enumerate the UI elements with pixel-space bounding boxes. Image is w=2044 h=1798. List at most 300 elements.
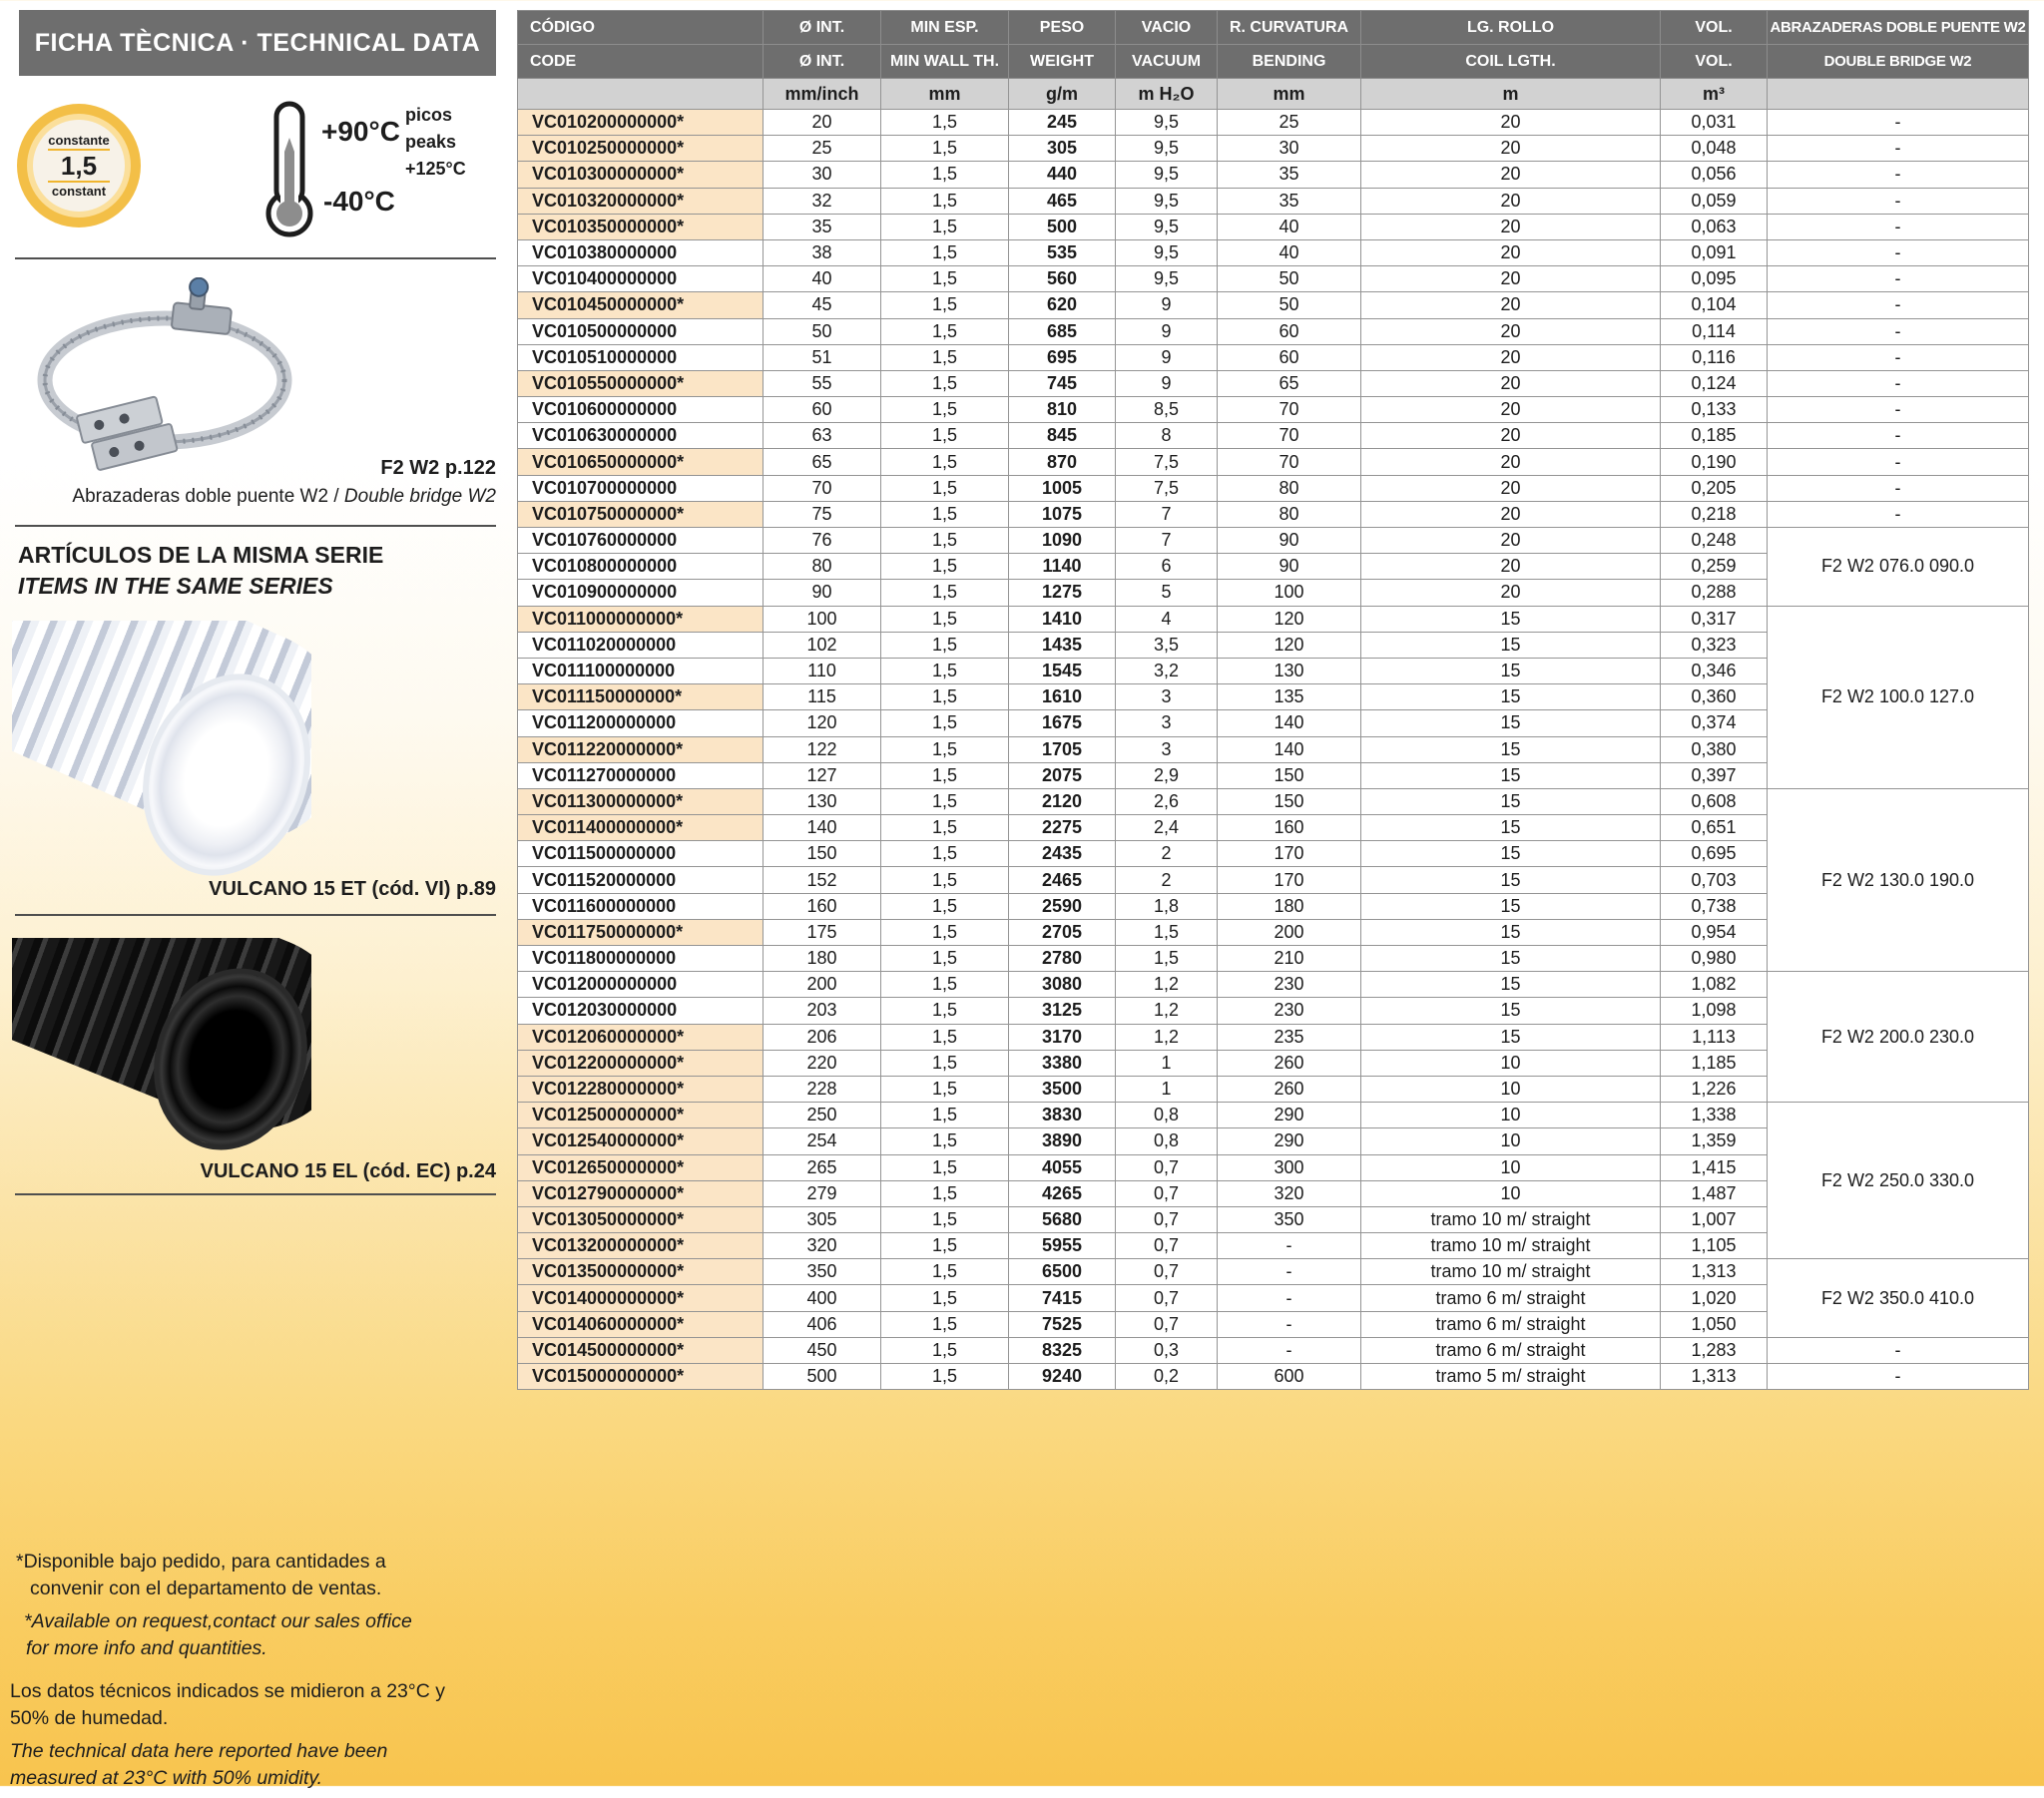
cell-weight: 465 xyxy=(1009,188,1116,214)
cell-code: VC010350000000* xyxy=(518,214,764,239)
cell-vacuum: 9 xyxy=(1116,292,1218,318)
column-unit: mm xyxy=(881,79,1009,110)
cell-code: VC010300000000* xyxy=(518,162,764,188)
cell-weight: 305 xyxy=(1009,136,1116,162)
cell-weight: 1545 xyxy=(1009,658,1116,683)
cell-diameter: 220 xyxy=(764,1050,881,1076)
cell-weight: 3830 xyxy=(1009,1103,1116,1128)
cell-wall-thickness: 1,5 xyxy=(881,475,1009,501)
cell-wall-thickness: 1,5 xyxy=(881,580,1009,606)
cell-weight: 1140 xyxy=(1009,554,1116,580)
cell-diameter: 80 xyxy=(764,554,881,580)
column-header-en: COIL LGTH. xyxy=(1361,45,1661,79)
cell-coil-length: 10 xyxy=(1361,1154,1661,1180)
cell-weight: 560 xyxy=(1009,266,1116,292)
cell-code: VC010750000000* xyxy=(518,501,764,527)
cell-diameter: 45 xyxy=(764,292,881,318)
cell-diameter: 152 xyxy=(764,867,881,893)
column-header-es: VOL. xyxy=(1661,11,1768,45)
cell-diameter: 279 xyxy=(764,1180,881,1206)
table-row xyxy=(518,475,2029,501)
cell-volume: 0,031 xyxy=(1661,110,1768,136)
cell-weight: 245 xyxy=(1009,110,1116,136)
cell-vacuum: 8,5 xyxy=(1116,397,1218,423)
page-title: FICHA TÈCNICA · TECHNICAL DATA xyxy=(19,10,496,76)
column-unit: m H₂O xyxy=(1116,79,1218,110)
cell-diameter: 32 xyxy=(764,188,881,214)
cell-weight: 9240 xyxy=(1009,1364,1116,1390)
table-row xyxy=(518,1103,2029,1128)
cell-coil-length: 20 xyxy=(1361,266,1661,292)
cell-bridge-clamp: - xyxy=(1768,266,2029,292)
cell-wall-thickness: 1,5 xyxy=(881,370,1009,396)
column-header-en: BENDING xyxy=(1218,45,1361,79)
cell-bending: 200 xyxy=(1218,919,1361,945)
cell-code: VC010900000000 xyxy=(518,580,764,606)
cell-code: VC013500000000* xyxy=(518,1259,764,1285)
cell-coil-length: tramo 10 m/ straight xyxy=(1361,1259,1661,1285)
cell-bending: 40 xyxy=(1218,214,1361,239)
cell-diameter: 200 xyxy=(764,972,881,998)
table-row xyxy=(518,1337,2029,1363)
cell-coil-length: 15 xyxy=(1361,762,1661,788)
cell-volume: 0,218 xyxy=(1661,501,1768,527)
column-header-en: VOL. xyxy=(1661,45,1768,79)
cell-bending: 290 xyxy=(1218,1103,1361,1128)
table-row xyxy=(518,110,2029,136)
cell-weight: 870 xyxy=(1009,449,1116,475)
cell-bridge-clamp: - xyxy=(1768,239,2029,265)
cell-diameter: 265 xyxy=(764,1154,881,1180)
cell-vacuum: 7 xyxy=(1116,528,1218,554)
cell-vacuum: 3 xyxy=(1116,684,1218,710)
cell-vacuum: 4 xyxy=(1116,606,1218,632)
cell-vacuum: 3 xyxy=(1116,710,1218,736)
cell-coil-length: 15 xyxy=(1361,815,1661,841)
cell-bending: 140 xyxy=(1218,736,1361,762)
cell-weight: 1075 xyxy=(1009,501,1116,527)
cell-diameter: 180 xyxy=(764,946,881,972)
cell-wall-thickness: 1,5 xyxy=(881,528,1009,554)
cell-wall-thickness: 1,5 xyxy=(881,554,1009,580)
cell-coil-length: tramo 6 m/ straight xyxy=(1361,1337,1661,1363)
cell-coil-length: tramo 10 m/ straight xyxy=(1361,1233,1661,1259)
cell-volume: 1,020 xyxy=(1661,1285,1768,1311)
cell-bending: 80 xyxy=(1218,475,1361,501)
cell-code: VC010510000000 xyxy=(518,344,764,370)
cell-volume: 0,091 xyxy=(1661,239,1768,265)
cell-bending: 180 xyxy=(1218,893,1361,919)
cell-code: VC010800000000 xyxy=(518,554,764,580)
table-row xyxy=(518,344,2029,370)
cell-bending: 60 xyxy=(1218,344,1361,370)
cell-vacuum: 1,5 xyxy=(1116,946,1218,972)
column-header-es: R. CURVATURA xyxy=(1218,11,1361,45)
cell-code: VC011400000000* xyxy=(518,815,764,841)
column-header-en: VACUUM xyxy=(1116,45,1218,79)
cell-weight: 2465 xyxy=(1009,867,1116,893)
cell-volume: 1,313 xyxy=(1661,1259,1768,1285)
clamp-caption-en: Double bridge W2 xyxy=(343,486,496,507)
cell-code: VC012000000000 xyxy=(518,972,764,998)
cell-wall-thickness: 1,5 xyxy=(881,162,1009,188)
cell-diameter: 20 xyxy=(764,110,881,136)
cell-volume: 0,346 xyxy=(1661,658,1768,683)
table-row xyxy=(518,162,2029,188)
cell-vacuum: 0,7 xyxy=(1116,1311,1218,1337)
cell-wall-thickness: 1,5 xyxy=(881,1050,1009,1076)
footnote-line: *Available on request,contact our sales office xyxy=(24,1610,412,1632)
cell-vacuum: 9 xyxy=(1116,370,1218,396)
cell-bridge-clamp: - xyxy=(1768,136,2029,162)
cell-coil-length: 20 xyxy=(1361,292,1661,318)
spec-table-body xyxy=(518,110,2029,1390)
cell-bridge-clamp: F2 W2 100.0 127.0 xyxy=(1768,606,2029,788)
cell-wall-thickness: 1,5 xyxy=(881,893,1009,919)
cell-wall-thickness: 1,5 xyxy=(881,946,1009,972)
cell-diameter: 25 xyxy=(764,136,881,162)
cell-code: VC011300000000* xyxy=(518,788,764,814)
cell-vacuum: 0,2 xyxy=(1116,1364,1218,1390)
badge-center xyxy=(33,120,125,212)
cell-diameter: 160 xyxy=(764,893,881,919)
cell-vacuum: 1 xyxy=(1116,1050,1218,1076)
cell-wall-thickness: 1,5 xyxy=(881,239,1009,265)
cell-diameter: 122 xyxy=(764,736,881,762)
cell-diameter: 130 xyxy=(764,788,881,814)
cell-vacuum: 7,5 xyxy=(1116,475,1218,501)
cell-weight: 810 xyxy=(1009,397,1116,423)
cell-wall-thickness: 1,5 xyxy=(881,1259,1009,1285)
cell-coil-length: 15 xyxy=(1361,606,1661,632)
cell-vacuum: 0,8 xyxy=(1116,1128,1218,1154)
cell-wall-thickness: 1,5 xyxy=(881,1206,1009,1232)
cell-bending: - xyxy=(1218,1233,1361,1259)
cell-vacuum: 3 xyxy=(1116,736,1218,762)
cell-volume: 0,288 xyxy=(1661,580,1768,606)
cell-volume: 0,104 xyxy=(1661,292,1768,318)
cell-wall-thickness: 1,5 xyxy=(881,318,1009,344)
same-series-heading-es: ARTÍCULOS DE LA MISMA SERIE xyxy=(18,542,384,568)
cell-bridge-clamp: F2 W2 076.0 090.0 xyxy=(1768,528,2029,607)
table-row xyxy=(518,136,2029,162)
table-row xyxy=(518,1364,2029,1390)
cell-vacuum: 1,5 xyxy=(1116,919,1218,945)
cell-coil-length: 20 xyxy=(1361,501,1661,527)
cell-diameter: 400 xyxy=(764,1285,881,1311)
cell-volume: 0,063 xyxy=(1661,214,1768,239)
cell-diameter: 65 xyxy=(764,449,881,475)
cell-bending: 150 xyxy=(1218,788,1361,814)
clamp-reference: F2 W2 p.122 xyxy=(380,457,496,479)
cell-coil-length: 10 xyxy=(1361,1050,1661,1076)
cell-bridge-clamp: - xyxy=(1768,344,2029,370)
cell-diameter: 50 xyxy=(764,318,881,344)
spec-table-head xyxy=(518,11,2029,110)
cell-bending: 230 xyxy=(1218,998,1361,1024)
footnotes xyxy=(10,1549,489,1798)
column-unit: m xyxy=(1361,79,1661,110)
cell-bridge-clamp: F2 W2 200.0 230.0 xyxy=(1768,972,2029,1103)
cell-diameter: 350 xyxy=(764,1259,881,1285)
cell-wall-thickness: 1,5 xyxy=(881,110,1009,136)
cell-vacuum: 0,8 xyxy=(1116,1103,1218,1128)
cell-weight: 685 xyxy=(1009,318,1116,344)
cell-volume: 1,313 xyxy=(1661,1364,1768,1390)
cell-vacuum: 0,7 xyxy=(1116,1259,1218,1285)
cell-bending: 230 xyxy=(1218,972,1361,998)
table-row xyxy=(518,528,2029,554)
cell-diameter: 127 xyxy=(764,762,881,788)
cell-coil-length: 20 xyxy=(1361,162,1661,188)
column-unit: mm/inch xyxy=(764,79,881,110)
cell-vacuum: 9,5 xyxy=(1116,266,1218,292)
cell-coil-length: 20 xyxy=(1361,423,1661,449)
cell-bending: 50 xyxy=(1218,292,1361,318)
cell-coil-length: tramo 5 m/ straight xyxy=(1361,1364,1661,1390)
footnote-available-en xyxy=(10,1608,489,1662)
same-series-heading-en: ITEMS IN THE SAME SERIES xyxy=(18,573,333,599)
cell-coil-length: 15 xyxy=(1361,972,1661,998)
cell-wall-thickness: 1,5 xyxy=(881,684,1009,710)
cell-volume: 0,133 xyxy=(1661,397,1768,423)
cell-wall-thickness: 1,5 xyxy=(881,214,1009,239)
cell-wall-thickness: 1,5 xyxy=(881,292,1009,318)
table-row xyxy=(518,606,2029,632)
footnote-line: *Disponible bajo pedido, para cantidades a xyxy=(16,1551,386,1573)
cell-vacuum: 0,3 xyxy=(1116,1337,1218,1363)
cell-wall-thickness: 1,5 xyxy=(881,423,1009,449)
table-row xyxy=(518,501,2029,527)
column-unit xyxy=(1768,79,2029,110)
cell-bending: 170 xyxy=(1218,867,1361,893)
cell-wall-thickness: 1,5 xyxy=(881,1180,1009,1206)
divider xyxy=(15,1193,496,1195)
cell-volume: 0,259 xyxy=(1661,554,1768,580)
cell-weight: 2705 xyxy=(1009,919,1116,945)
cell-volume: 0,048 xyxy=(1661,136,1768,162)
table-row xyxy=(518,449,2029,475)
footnote-conditions-es xyxy=(10,1678,489,1732)
cell-bending: 120 xyxy=(1218,632,1361,658)
cell-bending: 35 xyxy=(1218,162,1361,188)
cell-vacuum: 2,9 xyxy=(1116,762,1218,788)
cell-volume: 0,651 xyxy=(1661,815,1768,841)
cell-coil-length: 20 xyxy=(1361,528,1661,554)
cell-diameter: 100 xyxy=(764,606,881,632)
footnote-line: convenir con el departamento de ventas. xyxy=(30,1577,382,1599)
cell-bending: 65 xyxy=(1218,370,1361,396)
cell-code: VC012060000000* xyxy=(518,1024,764,1050)
cell-bending: 90 xyxy=(1218,528,1361,554)
cell-volume: 0,317 xyxy=(1661,606,1768,632)
cell-code: VC014060000000* xyxy=(518,1311,764,1337)
cell-diameter: 228 xyxy=(764,1076,881,1102)
cell-coil-length: 10 xyxy=(1361,1103,1661,1128)
cell-vacuum: 5 xyxy=(1116,580,1218,606)
cell-code: VC012200000000* xyxy=(518,1050,764,1076)
cell-bending: 50 xyxy=(1218,266,1361,292)
cell-coil-length: 20 xyxy=(1361,449,1661,475)
table-row xyxy=(518,423,2029,449)
cell-wall-thickness: 1,5 xyxy=(881,1233,1009,1259)
cell-weight: 2075 xyxy=(1009,762,1116,788)
cell-coil-length: 20 xyxy=(1361,580,1661,606)
cell-wall-thickness: 1,5 xyxy=(881,762,1009,788)
cell-bending: 600 xyxy=(1218,1364,1361,1390)
cell-code: VC014500000000* xyxy=(518,1337,764,1363)
cell-coil-length: 20 xyxy=(1361,554,1661,580)
cell-weight: 8325 xyxy=(1009,1337,1116,1363)
cell-coil-length: tramo 6 m/ straight xyxy=(1361,1285,1661,1311)
cell-coil-length: tramo 6 m/ straight xyxy=(1361,1311,1661,1337)
cell-bending: 140 xyxy=(1218,710,1361,736)
cell-coil-length: 20 xyxy=(1361,318,1661,344)
cell-volume: 1,359 xyxy=(1661,1128,1768,1154)
cell-wall-thickness: 1,5 xyxy=(881,919,1009,945)
cell-wall-thickness: 1,5 xyxy=(881,736,1009,762)
vulcano-el-label: VULCANO 15 EL (cód. EC) p.24 xyxy=(200,1160,496,1182)
cell-coil-length: 15 xyxy=(1361,788,1661,814)
cell-weight: 1435 xyxy=(1009,632,1116,658)
column-header-en: CODE xyxy=(518,45,764,79)
cell-volume: 1,415 xyxy=(1661,1154,1768,1180)
cell-code: VC011100000000 xyxy=(518,658,764,683)
cell-vacuum: 7 xyxy=(1116,501,1218,527)
clamp-caption xyxy=(72,486,496,508)
cell-vacuum: 9,5 xyxy=(1116,136,1218,162)
peaks-value: +125°C xyxy=(405,159,466,179)
cell-vacuum: 8 xyxy=(1116,423,1218,449)
column-unit xyxy=(518,79,764,110)
cell-volume: 0,323 xyxy=(1661,632,1768,658)
cell-vacuum: 2,6 xyxy=(1116,788,1218,814)
cell-coil-length: 15 xyxy=(1361,1024,1661,1050)
cell-wall-thickness: 1,5 xyxy=(881,1154,1009,1180)
column-header-es: PESO xyxy=(1009,11,1116,45)
cell-bending: 320 xyxy=(1218,1180,1361,1206)
cell-weight: 440 xyxy=(1009,162,1116,188)
cell-volume: 0,703 xyxy=(1661,867,1768,893)
cell-volume: 1,487 xyxy=(1661,1180,1768,1206)
column-header-en: WEIGHT xyxy=(1009,45,1116,79)
cell-weight: 620 xyxy=(1009,292,1116,318)
cell-vacuum: 1,2 xyxy=(1116,972,1218,998)
vulcano-et-label: VULCANO 15 ET (cód. VI) p.89 xyxy=(209,878,496,900)
cell-bending: - xyxy=(1218,1285,1361,1311)
cell-code: VC013050000000* xyxy=(518,1206,764,1232)
column-header-en: Ø INT. xyxy=(764,45,881,79)
column-header-es: ABRAZADERAS DOBLE PUENTE W2 xyxy=(1768,11,2029,45)
cell-volume: 0,954 xyxy=(1661,919,1768,945)
peaks-line-es: picos xyxy=(405,105,453,125)
footnote-line: for more info and quantities. xyxy=(26,1637,267,1659)
clamp-image xyxy=(25,277,304,472)
cell-code: VC011750000000* xyxy=(518,919,764,945)
cell-weight: 6500 xyxy=(1009,1259,1116,1285)
cell-weight: 4265 xyxy=(1009,1180,1116,1206)
cell-volume: 0,059 xyxy=(1661,188,1768,214)
cell-bending: 260 xyxy=(1218,1050,1361,1076)
cell-coil-length: 20 xyxy=(1361,136,1661,162)
cell-code: VC011270000000 xyxy=(518,762,764,788)
cell-coil-length: 15 xyxy=(1361,684,1661,710)
cell-diameter: 203 xyxy=(764,998,881,1024)
cell-weight: 1275 xyxy=(1009,580,1116,606)
cell-code: VC011800000000 xyxy=(518,946,764,972)
cell-bending: 35 xyxy=(1218,188,1361,214)
cell-weight: 2120 xyxy=(1009,788,1116,814)
cell-vacuum: 1 xyxy=(1116,1076,1218,1102)
cell-code: VC011600000000 xyxy=(518,893,764,919)
cell-weight: 2780 xyxy=(1009,946,1116,972)
footnote-line: 50% de humedad. xyxy=(10,1707,169,1729)
cell-bending: 300 xyxy=(1218,1154,1361,1180)
cell-wall-thickness: 1,5 xyxy=(881,658,1009,683)
cell-bending: - xyxy=(1218,1259,1361,1285)
cell-volume: 0,695 xyxy=(1661,841,1768,867)
cell-wall-thickness: 1,5 xyxy=(881,1076,1009,1102)
cell-wall-thickness: 1,5 xyxy=(881,188,1009,214)
cell-coil-length: tramo 10 m/ straight xyxy=(1361,1206,1661,1232)
cell-volume: 1,082 xyxy=(1661,972,1768,998)
cell-weight: 1610 xyxy=(1009,684,1116,710)
cell-weight: 3170 xyxy=(1009,1024,1116,1050)
cell-code: VC013200000000* xyxy=(518,1233,764,1259)
cell-code: VC012030000000 xyxy=(518,998,764,1024)
table-row xyxy=(518,318,2029,344)
cell-diameter: 305 xyxy=(764,1206,881,1232)
cell-bending: 290 xyxy=(1218,1128,1361,1154)
cell-diameter: 40 xyxy=(764,266,881,292)
cell-bridge-clamp: - xyxy=(1768,162,2029,188)
cell-coil-length: 20 xyxy=(1361,370,1661,396)
cell-coil-length: 20 xyxy=(1361,188,1661,214)
cell-bending: 260 xyxy=(1218,1076,1361,1102)
cell-code: VC010700000000 xyxy=(518,475,764,501)
cell-diameter: 115 xyxy=(764,684,881,710)
cell-weight: 4055 xyxy=(1009,1154,1116,1180)
cell-wall-thickness: 1,5 xyxy=(881,788,1009,814)
cell-weight: 1675 xyxy=(1009,710,1116,736)
cell-vacuum: 9,5 xyxy=(1116,110,1218,136)
cell-diameter: 35 xyxy=(764,214,881,239)
temp-min-label: -40°C xyxy=(323,186,395,217)
cell-wall-thickness: 1,5 xyxy=(881,841,1009,867)
cell-volume: 1,283 xyxy=(1661,1337,1768,1363)
cell-vacuum: 9,5 xyxy=(1116,162,1218,188)
cell-wall-thickness: 1,5 xyxy=(881,1285,1009,1311)
cell-wall-thickness: 1,5 xyxy=(881,1024,1009,1050)
cell-diameter: 250 xyxy=(764,1103,881,1128)
cell-diameter: 120 xyxy=(764,710,881,736)
cell-bridge-clamp: F2 W2 130.0 190.0 xyxy=(1768,788,2029,971)
cell-diameter: 60 xyxy=(764,397,881,423)
cell-vacuum: 6 xyxy=(1116,554,1218,580)
cell-wall-thickness: 1,5 xyxy=(881,815,1009,841)
badge-divider xyxy=(48,181,110,183)
temp-peaks-label xyxy=(405,102,466,183)
cell-coil-length: 20 xyxy=(1361,214,1661,239)
cell-diameter: 206 xyxy=(764,1024,881,1050)
spec-table xyxy=(517,10,2029,1390)
cell-bending: - xyxy=(1218,1337,1361,1363)
cell-diameter: 102 xyxy=(764,632,881,658)
cell-volume: 0,185 xyxy=(1661,423,1768,449)
cell-weight: 5955 xyxy=(1009,1233,1116,1259)
badge-value: 1,5 xyxy=(60,151,98,181)
cell-bridge-clamp: - xyxy=(1768,423,2029,449)
